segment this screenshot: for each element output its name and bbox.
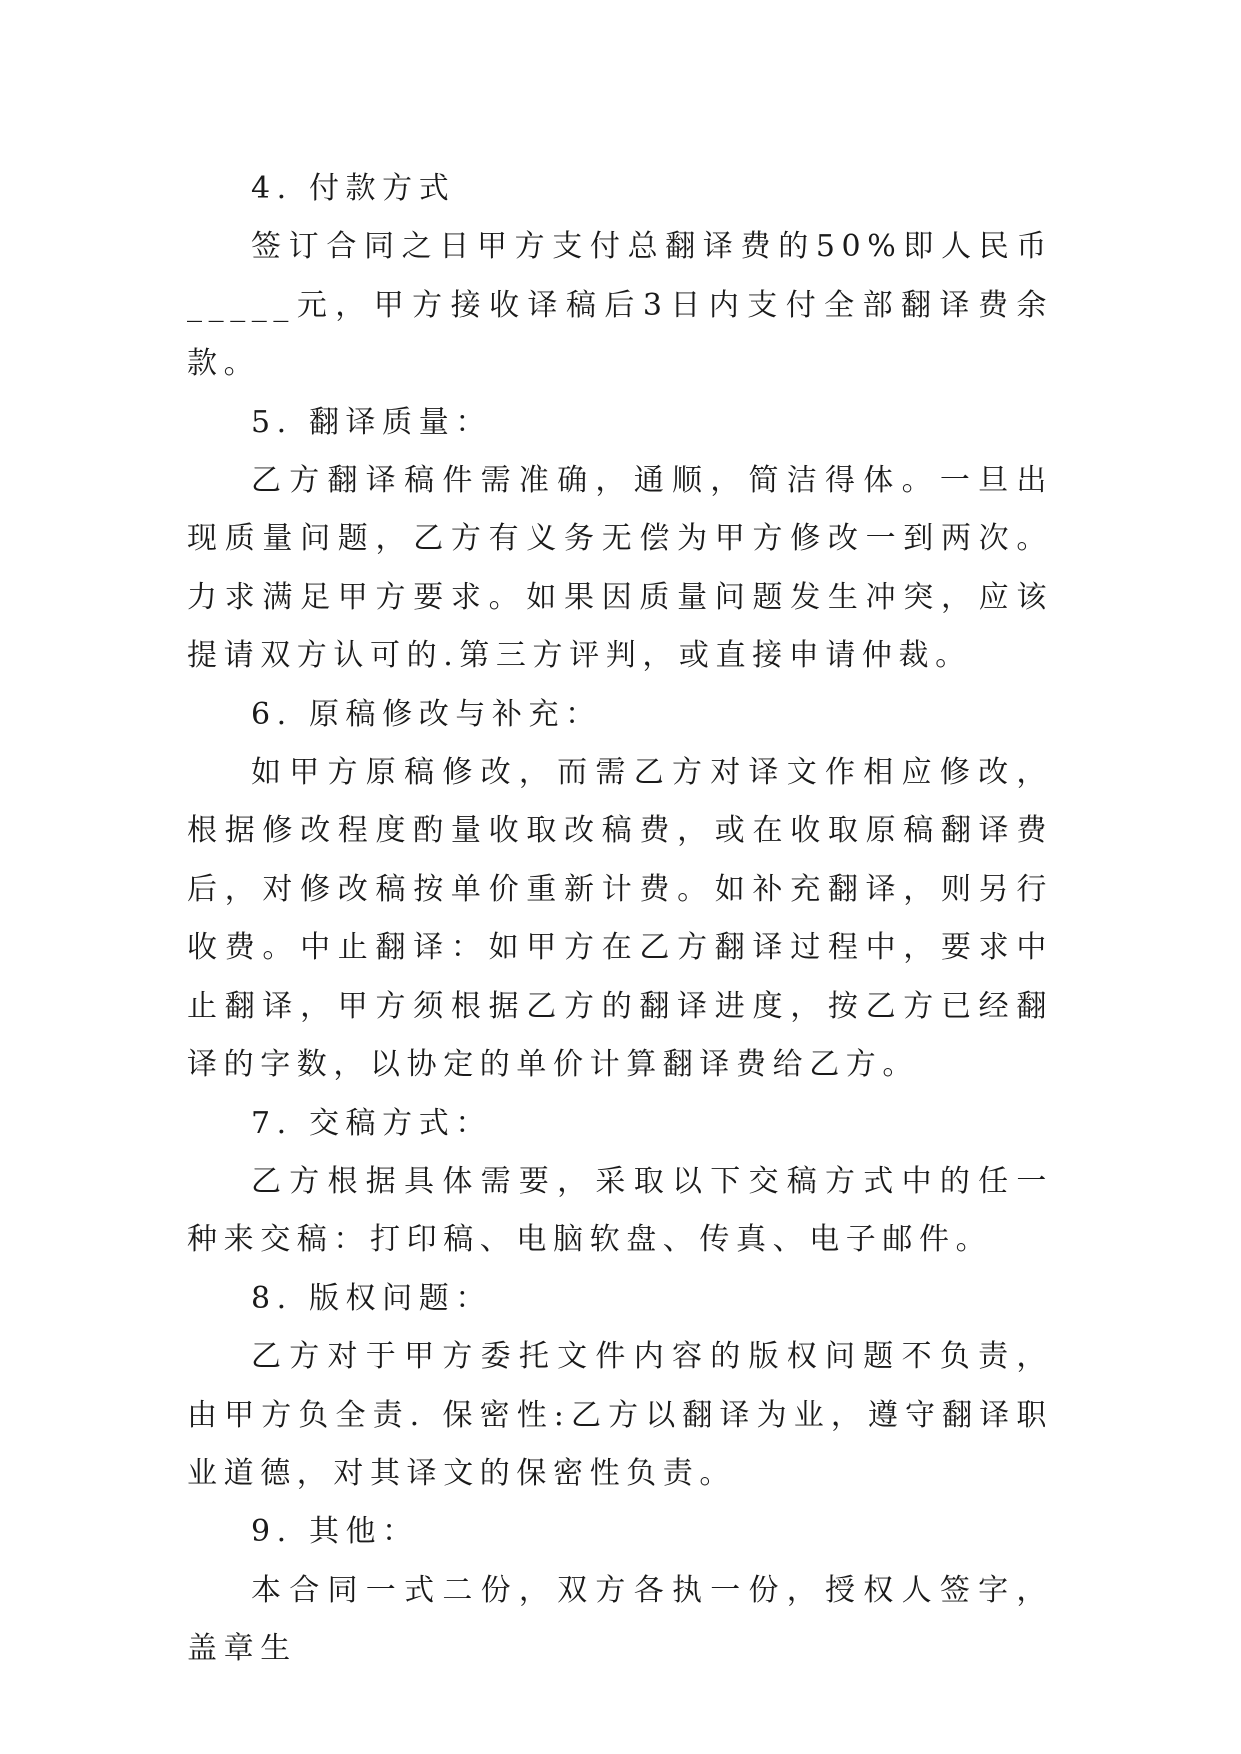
- paragraph-other-terms: 本合同一式二份，双方各执一份，授权人签字，盖章生: [187, 1572, 1053, 1667]
- section-heading-revision: 6. 原稿修改与补充：: [251, 696, 602, 732]
- section-heading-delivery: 7. 交稿方式：: [251, 1105, 492, 1141]
- paragraph-quality-terms: 乙方翻译稿件需准确，通顺，简洁得体。一旦出现质量问题，乙方有义务无偿为甲方修改一到两次。力求满足甲方要求。如果因质量问题发生冲突，应该提请双方认可的.第三方评判，或直接申请仲裁。: [187, 463, 1053, 674]
- paragraph-copyright-terms: 乙方对于甲方委托文件内容的版权问题不负责，由甲方负全责. 保密性:乙方以翻译为业，遵守翻译职业道德，对其译文的保密性负责。: [187, 1339, 1053, 1491]
- section-heading-copyright: 8. 版权问题：: [251, 1280, 492, 1316]
- paragraph-delivery-terms: 乙方根据具体需要，采取以下交稿方式中的任一种来交稿：打印稿、电脑软盘、传真、电子邮件。: [187, 1163, 1053, 1258]
- section-heading-quality: 5. 翻译质量：: [251, 404, 492, 440]
- paragraph-payment-terms: 签订合同之日甲方支付总翻译费的50%即人民币_____元，甲方接收译稿后3日内支付全部翻译费余款。: [187, 229, 1053, 382]
- document-body: [187, 160, 1053, 1679]
- section-heading-payment: 4. 付款方式: [251, 171, 456, 206]
- paragraph-revision-terms: 如甲方原稿修改，而需乙方对译文作相应修改，根据修改程度酌量收取改稿费，或在收取原稿翻译费后，对修改稿按单价重新计费。如补充翻译，则另行收费。中止翻译：如甲方在乙方翻译过程中，要求中止翻译，甲方须根据乙方的翻译进度，按乙方已经翻译的字数，以协定的单价计算翻译费给乙方。: [187, 755, 1053, 1083]
- section-heading-other: 9. 其他：: [251, 1514, 419, 1550]
